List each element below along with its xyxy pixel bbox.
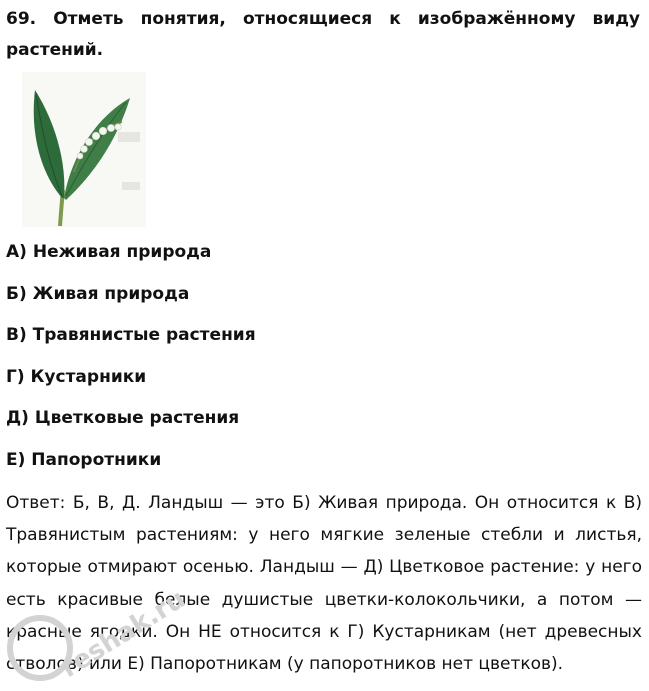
task-title: 69. Отметь понятия, относящиеся к изображённому виду растений. xyxy=(6,9,640,60)
svg-text:reshak.ru: reshak.ru xyxy=(55,584,191,684)
option-item: Е) Папоротники xyxy=(6,449,162,470)
options-list xyxy=(6,238,256,487)
option-item: Д) Цветковые растения xyxy=(6,408,240,428)
answer-text: Ответ: Б, В, Д. Ландыш — это Б) Живая природа. Он относится к В) Травянистым растениям: у него мягкие зеленые стебли и листья, которые отмирают осенью. Ландыш — Д) Цветковое растение: у него есть красивые белые душистые цветки-колокольчики, а потом — красные ягодки. Он НЕ относится к Г) Кустарникам (нет древесных стволов) или Е) Папоротникам (у папоротников нет цветков). xyxy=(6,493,642,675)
option-item: А) Неживая природа xyxy=(6,242,212,262)
option-item: Б) Живая природа xyxy=(6,283,190,304)
option-item: Г) Кустарники xyxy=(6,366,147,387)
option-item: В) Травянистые растения xyxy=(6,325,256,345)
lily-of-the-valley-icon xyxy=(22,72,146,227)
